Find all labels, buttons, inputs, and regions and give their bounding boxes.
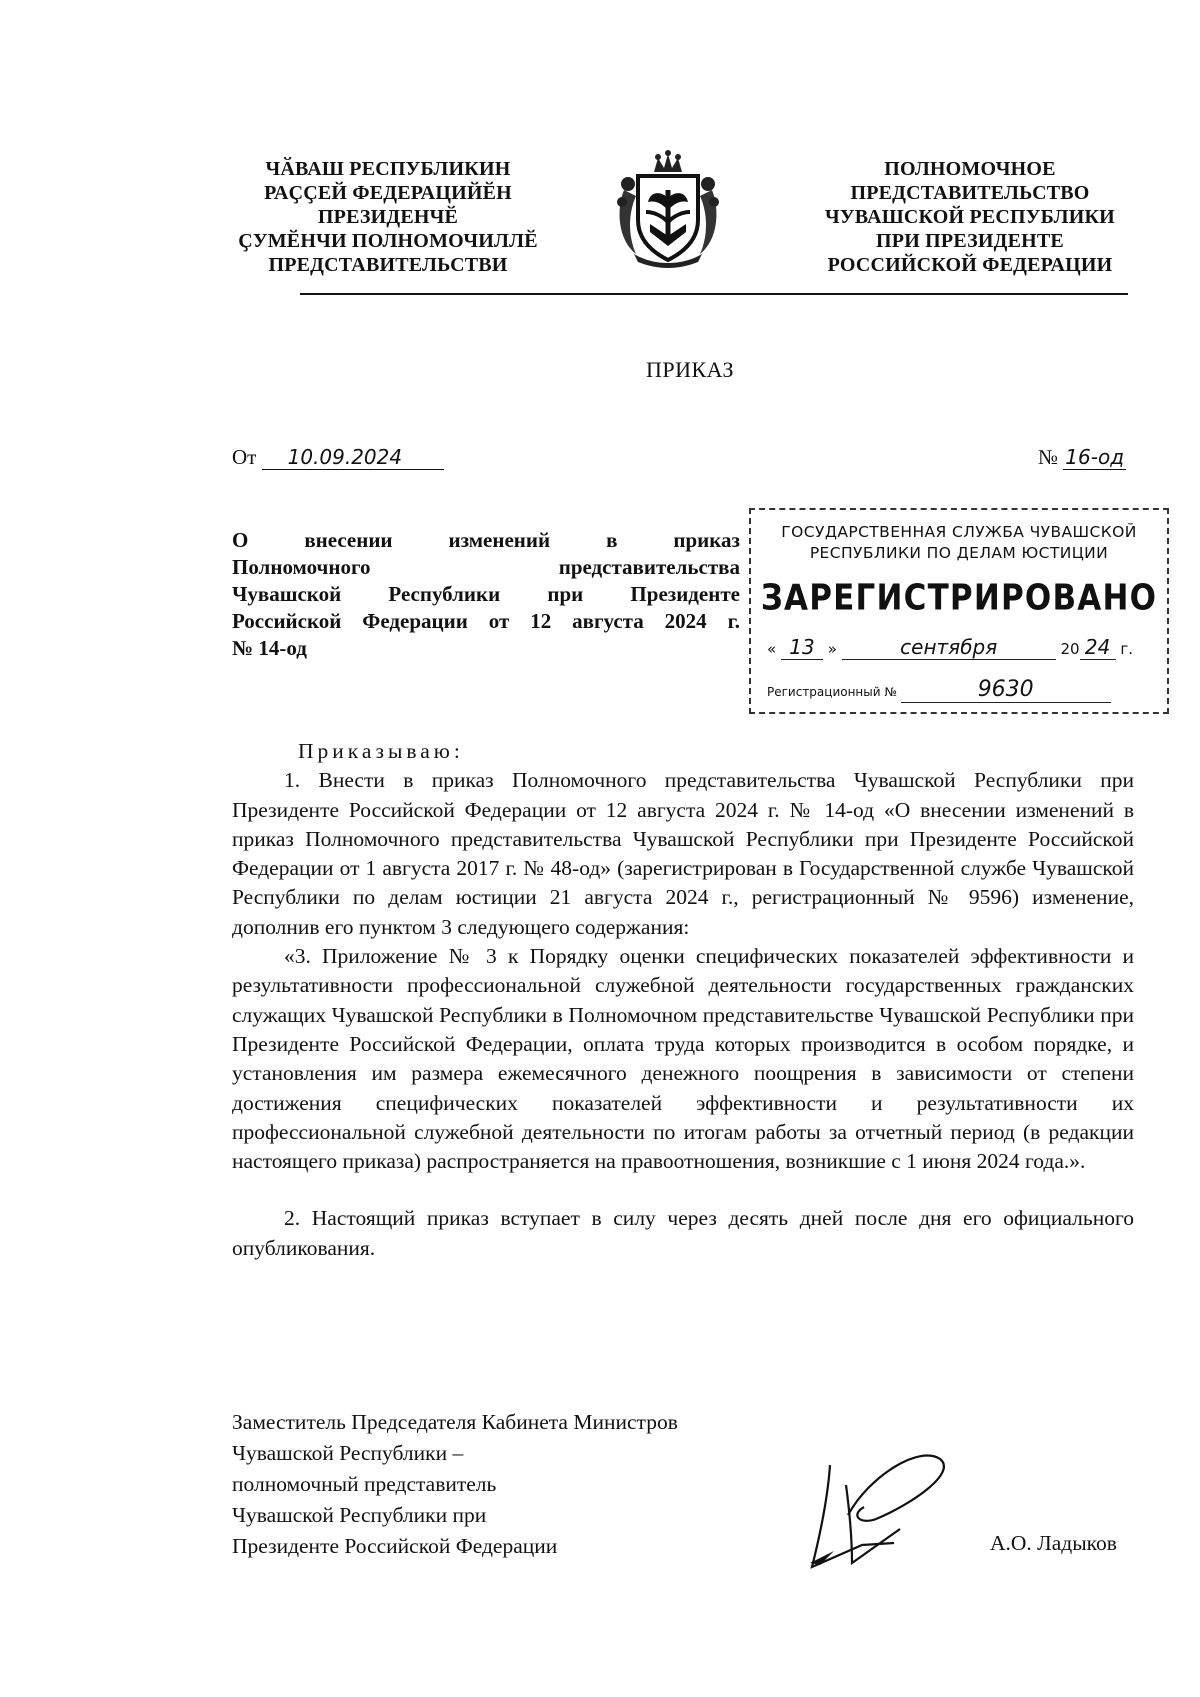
- order-word: Приказываю:: [298, 739, 464, 763]
- stamp-year-g: г.: [1120, 640, 1134, 658]
- handwritten-signature: [790, 1445, 970, 1580]
- date-prefix: От: [232, 445, 257, 469]
- header-right-line: РОССИЙСКОЙ ФЕДЕРАЦИИ: [827, 254, 1113, 276]
- paragraph-gap: [232, 1176, 1134, 1204]
- subject-line-last: № 14-од: [232, 636, 307, 660]
- registration-stamp: [749, 508, 1169, 714]
- subject-line: О внесении изменений в приказ: [232, 528, 740, 552]
- stamp-date-line: [767, 635, 1133, 660]
- header-right-line: ЧУВАШСКОЙ РЕСПУБЛИКИ: [825, 206, 1115, 228]
- header-right-line: ПРИ ПРЕЗИДЕНТЕ: [876, 230, 1064, 252]
- signer-name: А.О. Ладыков: [990, 1531, 1117, 1555]
- header-right-block: [800, 157, 1140, 277]
- subject-line: Российской Федерации от 12 августа 2024 г.: [232, 609, 740, 633]
- header-left-line: ПРЕДСТАВИТЕЛЬСТВИ: [268, 254, 508, 276]
- stamp-line-2: РЕСПУБЛИКИ ПО ДЕЛАМ ЮСТИЦИИ: [809, 544, 1109, 562]
- number-prefix: №: [1038, 445, 1059, 469]
- stamp-reg-label: Регистрационный №: [767, 685, 897, 699]
- chuvash-coat-of-arms-icon: [614, 150, 722, 273]
- header-left-line: ҪУМӖНЧИ ПОЛНОМОЧИЛЛӖ: [238, 230, 538, 252]
- date-value: 10.09.2024: [262, 445, 444, 470]
- header-left-block: [238, 157, 538, 277]
- stamp-day: 13: [781, 635, 823, 660]
- subject-line: Полномочного представительства: [232, 555, 740, 579]
- header-left-line: РАҪҪЕЙ ФЕДЕРАЦИЙӖН: [264, 182, 512, 204]
- header-right-line: ПРЕДСТАВИТЕЛЬСТВО: [850, 182, 1090, 204]
- signer-line: Чувашской Республики –: [232, 1441, 464, 1465]
- subject-line: Чувашской Республики при Президенте: [232, 582, 740, 606]
- stamp-quote-close: »: [827, 640, 837, 658]
- header-left-line: ПРЕЗИДЕНЧӖ: [317, 206, 459, 228]
- signer-line: Президенте Российской Федерации: [232, 1534, 558, 1558]
- paragraph-1: 1. Внести в приказ Полномочного представительства Чувашской Республики при Президенте Российской Федерации от 12 августа 2024 г. № 14-од «О внесении изменений в приказ Полномочного представительства Чувашской Республики при Президенте Российской Федерации от 1 августа 2017 г. № 48-од» (зарегистрирован в Государственной службе Чувашской Республики по делам юстиции 21 августа 2024 г., регистрационный № 9596) изменение, дополнив его пунктом 3 следующего содержания:: [232, 768, 1134, 939]
- header-left-line: ЧӐВАШ РЕСПУБЛИКИН: [265, 158, 511, 180]
- stamp-reg-number: 9630: [901, 677, 1111, 703]
- stamp-line-1: ГОСУДАРСТВЕННАЯ СЛУЖБА ЧУВАШСКОЙ: [781, 523, 1137, 541]
- stamp-status: ЗАРЕГИСТРИРОВАНО: [760, 577, 1158, 619]
- stamp-month: сентября: [842, 635, 1056, 660]
- signer-line: Заместитель Председателя Кабинета Министров: [232, 1410, 678, 1434]
- paragraph-2: 2. Настоящий приказ вступает в силу через десять дней после дня его официального опубликования.: [232, 1206, 1134, 1260]
- document-date-line: [232, 445, 444, 470]
- paragraph-quote: «3. Приложение № 3 к Порядку оценки специфических показателей эффективности и результативности профессиональной служебной деятельности государственных гражданских служащих Чувашской Республики в Полномочном представительстве Чувашской Республики при Президенте Российской Федерации, оплата труда которых производится в особом порядке, и установления им размера ежемесячного денежного поощрения в зависимости от степени достижения специфических показателей эффективности и результативности их профессиональной служебной деятельности по итогам работы за отчетный период (в редакции настоящего приказа) распространяется на правоотношения, возникшие с 1 июня 2024 года.».: [232, 944, 1134, 1174]
- signer-line: полномочный представитель: [232, 1472, 497, 1496]
- signer-position: [232, 1407, 678, 1562]
- stamp-year-suffix: 24: [1080, 635, 1116, 660]
- stamp-quote-open: «: [767, 640, 777, 658]
- document-title: ПРИКАЗ: [645, 357, 735, 382]
- document-number-line: [1038, 445, 1126, 470]
- signer-line: Чувашской Республики при: [232, 1503, 487, 1527]
- stamp-header: [751, 522, 1167, 564]
- document-body: [232, 737, 1134, 1263]
- header-divider: [300, 293, 1128, 295]
- stamp-reg-line: [767, 677, 1111, 703]
- document-subject: [232, 527, 740, 662]
- number-value: 16-од: [1065, 445, 1125, 469]
- header-right-line: ПОЛНОМОЧНОЕ: [884, 158, 1056, 180]
- stamp-year-prefix: 20: [1060, 640, 1080, 658]
